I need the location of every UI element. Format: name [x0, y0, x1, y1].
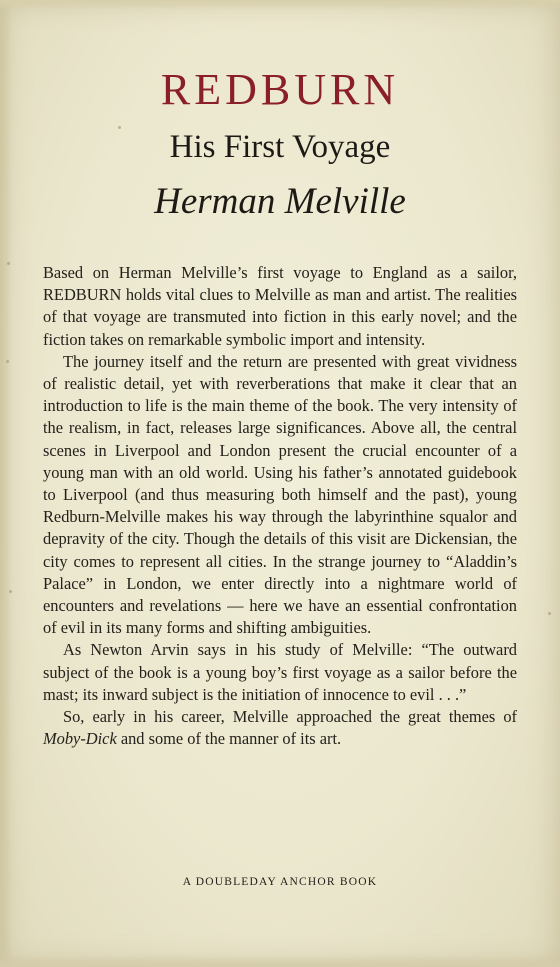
book-title: REDBURN — [160, 65, 400, 114]
book-reference-title: Moby-Dick — [43, 729, 117, 749]
book-subtitle: His First Voyage — [169, 129, 391, 165]
blurb-paragraph: As Newton Arvin says in his study of Melville: “The outward subject of the book is a young boy’s first voyage as a sailor before the mast; its inward subject is the initiation of innocence to evil . . .” — [43, 640, 517, 704]
paper-edge-bottom — [0, 955, 560, 967]
paper-speck — [7, 262, 10, 265]
paper-edge-top — [0, 0, 560, 10]
blurb-paragraph: The journey itself and the return are presented with great vividness of realistic detail, yet with reverberations that make it clear that an introduction to life is the main theme of the book. The very intensity of the realism, in fact, releases large significances. Above all, the central scenes in Liverpool and London present the crucial encounter of a young man with an old world. Using his father’s annotated guidebook to Liverpool (and thus measuring both himself and the past), young Redburn-Melville makes his way through the labyrinthine squalor and depravity of the city. Though the details of this visit are Dickensian, the city comes to represent all cities. In the strange journey to “Aladdin’s Palace” in London, we enter directly into a nightmare world of encounters and revelations — here we have an essential confrontation of evil in its many forms and shifting ambiguities. — [43, 351, 517, 638]
paper-speck — [548, 612, 551, 615]
publisher-line: A DOUBLEDAY ANCHOR BOOK — [182, 876, 378, 888]
blurb-paragraph-final — [43, 706, 517, 750]
blurb-text — [43, 262, 517, 750]
paper-speck — [6, 360, 9, 363]
book-author: Herman Melville — [154, 181, 406, 222]
blurb-paragraph: Based on Herman Melville’s first voyage to England as a sailor, REDBURN holds vital clues to Melville as man and artist. The realities of that voyage are transmuted into fiction in this early novel; and the fiction takes on remarkable symbolic import and intensity. — [43, 263, 517, 349]
blurb-text-run: and some of the manner of its art. — [116, 729, 342, 749]
blurb-text-run: So, early in his career, Melville approached the great themes of — [63, 707, 517, 727]
paper-speck — [9, 590, 12, 593]
